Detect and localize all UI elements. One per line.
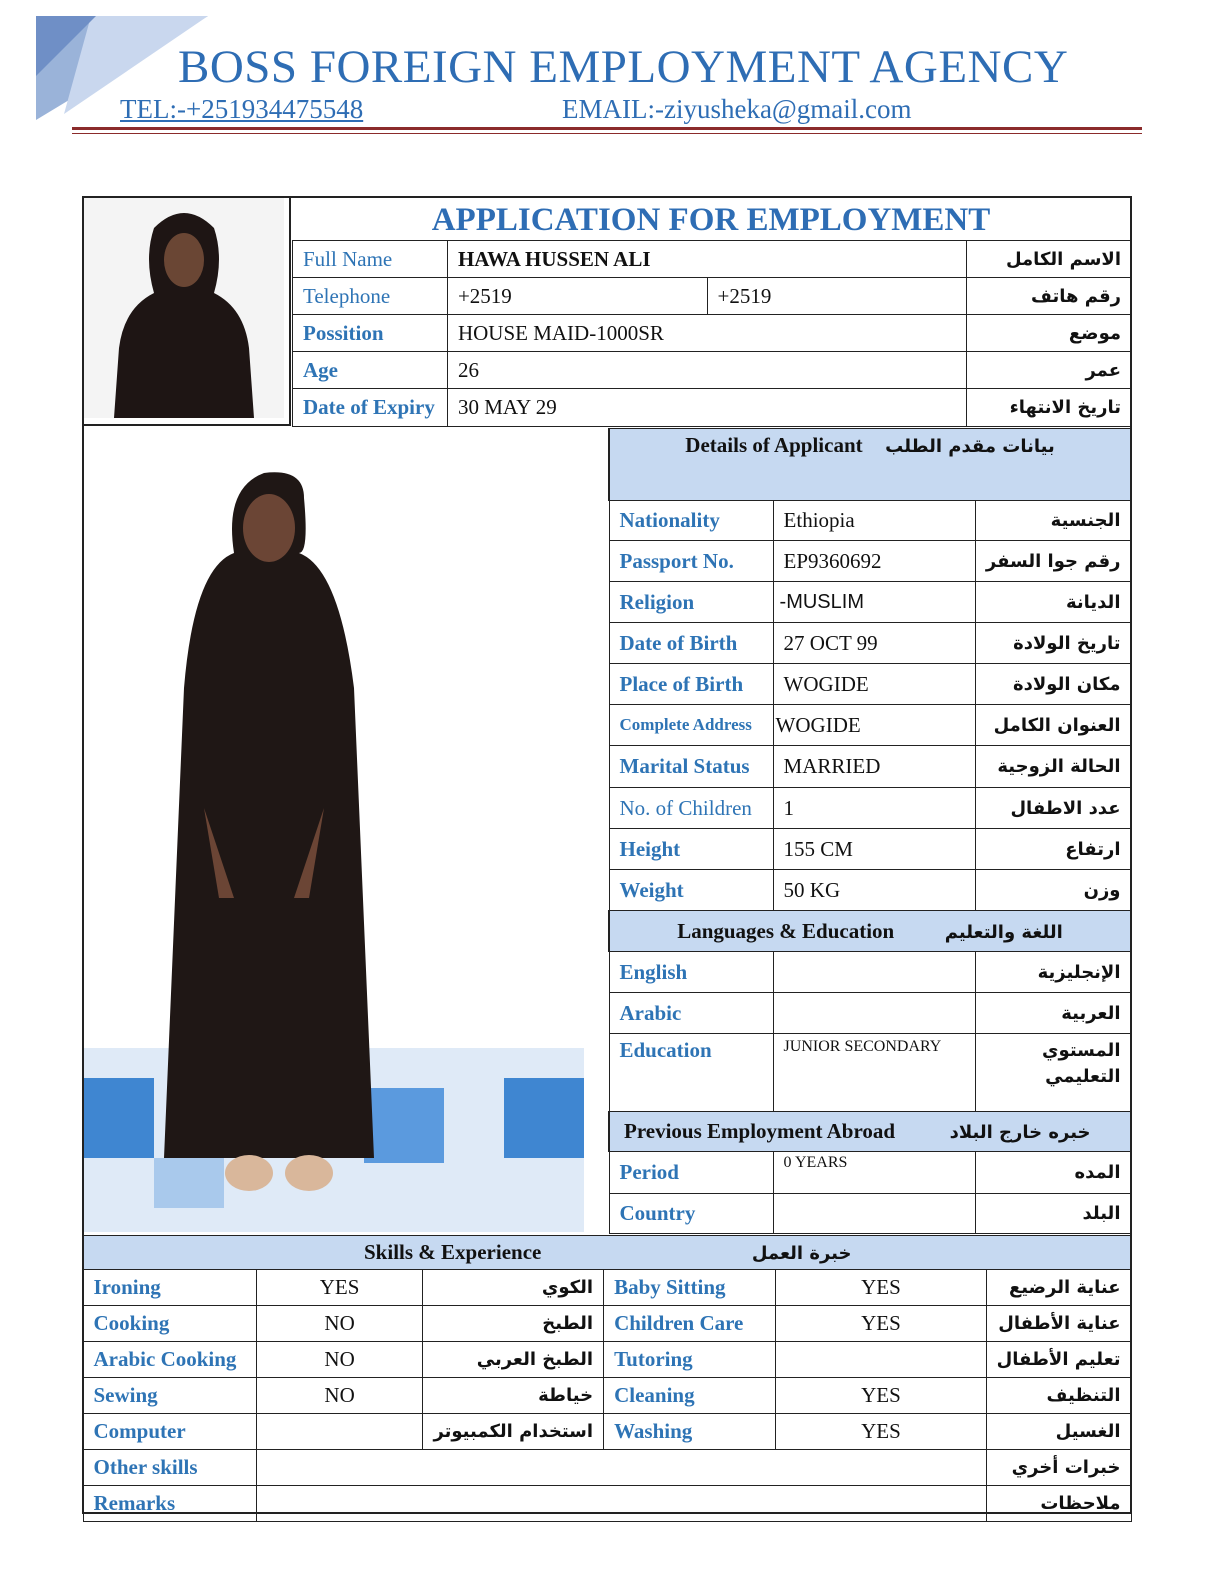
ar-children: عدد الاطفال: [975, 788, 1131, 829]
skill-ironing-label: Ironing: [83, 1270, 256, 1306]
row-arabic: [609, 993, 1131, 1034]
skills-row-1: [83, 1270, 1131, 1306]
skills-row-3: [83, 1342, 1131, 1378]
skill-tutoring-label: Tutoring: [604, 1342, 776, 1378]
skill-washing-value: YES: [776, 1414, 986, 1450]
row-english: [609, 952, 1131, 993]
ar-marital: الحالة الزوجية: [975, 746, 1131, 788]
label-period: Period: [609, 1152, 773, 1194]
skill-childcare-ar: عناية الأطفال: [986, 1306, 1131, 1342]
skill-arabic-cooking-value: NO: [256, 1342, 423, 1378]
skill-tutoring-ar: تعليم الأطفال: [986, 1342, 1131, 1378]
ar-country: البلد: [975, 1194, 1131, 1234]
row-nationality: [609, 501, 1131, 541]
skill-cleaning-value: YES: [776, 1378, 986, 1414]
value-education: JUNIOR SECONDARY: [773, 1034, 975, 1112]
row-height: [609, 829, 1131, 870]
row-weight: [609, 870, 1131, 911]
other-skills-ar: خبرات أخري: [986, 1450, 1131, 1486]
agency-email[interactable]: EMAIL:-ziyusheka@gmail.com: [562, 94, 912, 124]
value-telephone-2: +2519: [707, 278, 967, 315]
row-full-name: [293, 241, 1132, 278]
skill-computer-label: Computer: [83, 1414, 256, 1450]
value-weight: 50 KG: [773, 870, 975, 911]
previous-header-row: [609, 1112, 1131, 1152]
skill-babysitting-ar: عناية الرضيع: [986, 1270, 1131, 1306]
ar-age: عمر: [967, 352, 1132, 389]
value-marital: MARRIED: [773, 746, 975, 788]
skill-childcare-label: Children Care: [604, 1306, 776, 1342]
ar-education: المستوي التعليمي: [975, 1034, 1131, 1112]
ar-religion: الديانة: [975, 582, 1131, 623]
label-age: Age: [293, 352, 448, 389]
header-rule: [72, 127, 1142, 130]
skill-cooking-ar: الطبخ: [423, 1306, 604, 1342]
details-header-row: [609, 429, 1131, 501]
value-passport: EP9360692: [773, 541, 975, 582]
label-religion: Religion: [609, 582, 773, 623]
skills-row-4: [83, 1378, 1131, 1414]
row-marital: [609, 746, 1131, 788]
label-height: Height: [609, 829, 773, 870]
ar-passport: رقم جوا السفر: [975, 541, 1131, 582]
value-children: 1: [773, 788, 975, 829]
label-weight: Weight: [609, 870, 773, 911]
value-english: [773, 952, 975, 993]
row-dob: [609, 623, 1131, 664]
skills-header-row: [83, 1236, 1131, 1270]
full-body-photo: [84, 428, 584, 1232]
skills-table: [82, 1235, 1132, 1522]
ar-weight: وزن: [975, 870, 1131, 911]
ar-dob: تاريخ الولادة: [975, 623, 1131, 664]
label-expiry: Date of Expiry: [293, 389, 448, 427]
form-title: APPLICATION FOR EMPLOYMENT: [431, 202, 991, 238]
row-country: [609, 1194, 1131, 1234]
value-religion: -MUSLIM: [773, 582, 975, 623]
ar-address: العنوان الكامل: [975, 705, 1131, 746]
value-height: 155 CM: [773, 829, 975, 870]
row-religion: [609, 582, 1131, 623]
skill-babysitting-label: Baby Sitting: [604, 1270, 776, 1306]
header-rule-thin: [72, 133, 1142, 134]
remarks-value: [256, 1486, 986, 1522]
label-children: No. of Children: [609, 788, 773, 829]
ar-arabic: العربية: [975, 993, 1131, 1034]
skill-cooking-label: Cooking: [83, 1306, 256, 1342]
ar-telephone: رقم هاتف: [967, 278, 1132, 315]
row-passport: [609, 541, 1131, 582]
ar-full-name: الاسم الكامل: [967, 241, 1132, 278]
languages-header-ar: اللغة والتعليم: [944, 921, 1063, 943]
ar-period: المده: [975, 1152, 1131, 1194]
value-position: HOUSE MAID-1000SR: [447, 315, 966, 352]
skills-row-5: [83, 1414, 1131, 1450]
skill-cooking-value: NO: [256, 1306, 423, 1342]
skill-arabic-cooking-ar: الطبخ العربي: [423, 1342, 604, 1378]
skill-babysitting-value: YES: [776, 1270, 986, 1306]
value-arabic: [773, 993, 975, 1034]
skill-cleaning-label: Cleaning: [604, 1378, 776, 1414]
value-address: WOGIDE: [773, 705, 975, 746]
label-telephone: Telephone: [293, 278, 448, 315]
details-table: [608, 428, 1132, 1234]
remarks-ar: ملاحظات: [986, 1486, 1131, 1522]
row-address: [609, 705, 1131, 746]
ar-expiry: تاريخ الانتهاء: [967, 389, 1132, 427]
label-full-name: Full Name: [293, 241, 448, 278]
label-english: English: [609, 952, 773, 993]
skill-ironing-value: YES: [256, 1270, 423, 1306]
previous-header: Previous Employment Abroad: [624, 1119, 896, 1143]
value-full-name: HAWA HUSSEN ALI: [447, 241, 966, 278]
skill-computer-ar: استخدام الكمبيوتر: [423, 1414, 604, 1450]
skill-tutoring-value: [776, 1342, 986, 1378]
remarks-row: [83, 1486, 1131, 1522]
label-address: Complete Address: [609, 705, 773, 746]
skills-row-2: [83, 1306, 1131, 1342]
row-pob: [609, 664, 1131, 705]
row-children: [609, 788, 1131, 829]
row-age: [293, 352, 1132, 389]
skill-ironing-ar: الكوي: [423, 1270, 604, 1306]
label-passport: Passport No.: [609, 541, 773, 582]
skill-sewing-ar: خياطة: [423, 1378, 604, 1414]
skill-washing-ar: الغسيل: [986, 1414, 1131, 1450]
value-expiry: 30 MAY 29: [447, 389, 966, 427]
label-arabic: Arabic: [609, 993, 773, 1034]
skills-header: Skills & Experience: [364, 1240, 542, 1264]
skill-computer-value: [256, 1414, 423, 1450]
other-skills-label: Other skills: [83, 1450, 256, 1486]
details-header-ar: بيانات مقدم الطلب: [885, 436, 1055, 457]
label-country: Country: [609, 1194, 773, 1234]
previous-header-ar: خبره خارج البلاد: [949, 1122, 1091, 1143]
languages-header: Languages & Education: [677, 918, 895, 943]
label-pob: Place of Birth: [609, 664, 773, 705]
skill-arabic-cooking-label: Arabic Cooking: [83, 1342, 256, 1378]
other-skills-value: [256, 1450, 986, 1486]
value-pob: WOGIDE: [773, 664, 975, 705]
agency-name: BOSS FOREIGN EMPLOYMENT AGENCY: [178, 41, 1069, 93]
label-dob: Date of Birth: [609, 623, 773, 664]
skill-childcare-value: YES: [776, 1306, 986, 1342]
skill-sewing-value: NO: [256, 1378, 423, 1414]
value-country: [773, 1194, 975, 1234]
value-age: 26: [447, 352, 966, 389]
ar-nationality: الجنسية: [975, 501, 1131, 541]
details-header: Details of Applicant: [685, 433, 863, 457]
remarks-label: Remarks: [83, 1486, 256, 1522]
skill-washing-label: Washing: [604, 1414, 776, 1450]
value-period: 0 YEARS: [773, 1152, 975, 1194]
skills-header-ar: خبرة العمل: [751, 1243, 852, 1264]
ar-position: موضع: [967, 315, 1132, 352]
top-info-table: [292, 240, 1132, 427]
ar-pob: مكان الولادة: [975, 664, 1131, 705]
value-dob: 27 OCT 99: [773, 623, 975, 664]
ar-english: الإنجليزية: [975, 952, 1131, 993]
row-telephone: [293, 278, 1132, 315]
label-position: Possition: [293, 315, 448, 352]
portrait-photo: [84, 198, 291, 426]
value-nationality: Ethiopia: [773, 501, 975, 541]
skill-cleaning-ar: التنظيف: [986, 1378, 1131, 1414]
row-education: [609, 1034, 1131, 1112]
row-expiry: [293, 389, 1132, 427]
row-period: [609, 1152, 1131, 1194]
label-marital: Marital Status: [609, 746, 773, 788]
languages-header-row: [609, 911, 1131, 952]
other-skills-row: [83, 1450, 1131, 1486]
value-telephone-1: +2519: [447, 278, 707, 315]
ar-height: ارتفاع: [975, 829, 1131, 870]
label-nationality: Nationality: [609, 501, 773, 541]
row-position: [293, 315, 1132, 352]
skill-sewing-label: Sewing: [83, 1378, 256, 1414]
agency-phone[interactable]: TEL:-+251934475548: [120, 94, 364, 124]
label-education: Education: [609, 1034, 773, 1112]
